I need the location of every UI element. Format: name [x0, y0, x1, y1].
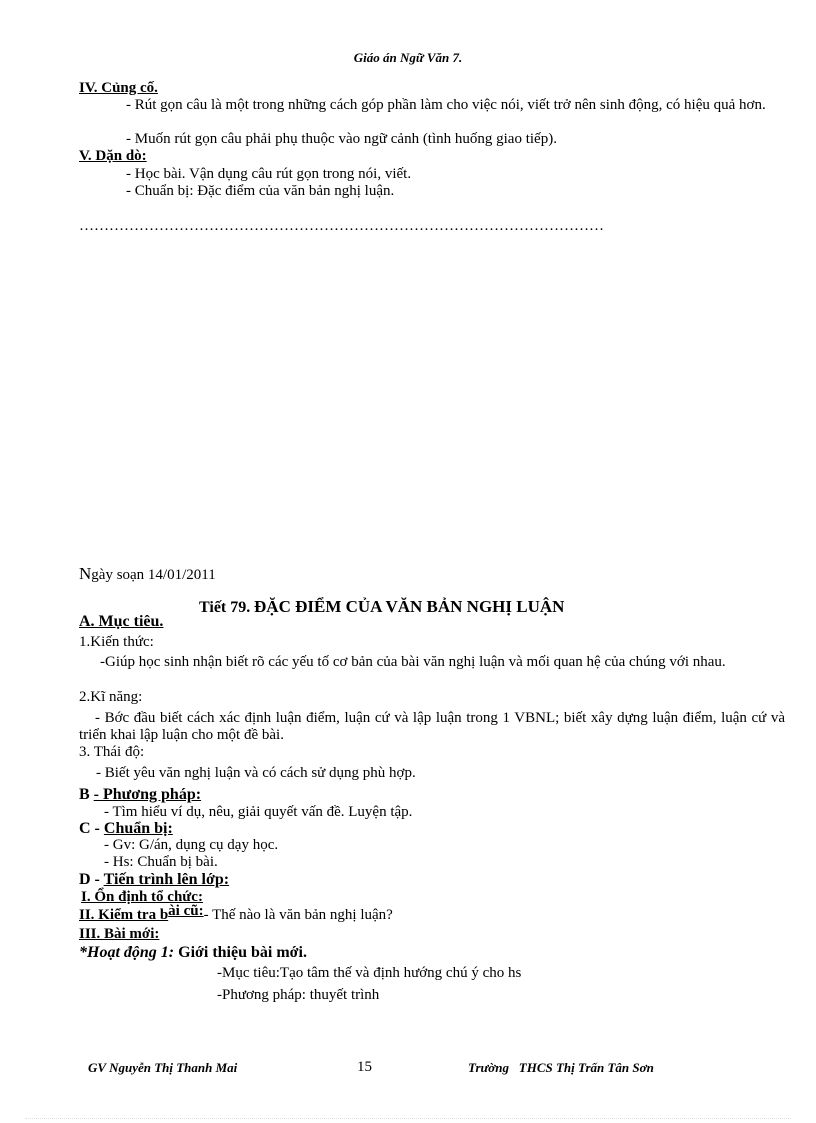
item-2-row: [79, 903, 393, 924]
section-c-heading: [79, 820, 173, 838]
section-b-prefix: B: [79, 786, 94, 803]
section-c-prefix: C -: [79, 820, 104, 837]
date-line: [79, 564, 216, 584]
page-header: Giáo án Ngữ Văn 7.: [353, 50, 463, 65]
item-2-question: - Thế nào là văn bản nghị luận?: [203, 907, 393, 923]
footer-author: GV Nguyễn Thị Thanh Mai: [88, 1060, 238, 1075]
item-3-heading: III. Bài mới:: [79, 926, 160, 942]
section-v-heading: V. Dặn dò:: [79, 148, 147, 164]
section-iv-line2: - Muốn rút gọn câu phải phụ thuộc vào ngữ cảnh (tình huống giao tiếp).: [126, 131, 557, 147]
dotted-separator: ……………………………………………………………………………………………: [79, 218, 604, 234]
footer-page-number: 15: [357, 1059, 372, 1075]
date-initial: N: [79, 564, 92, 583]
section-iv-heading: IV. Củng cố.: [79, 80, 158, 96]
skills-text: - Bớc đầu biết cách xác định luận điểm, luận cứ và lập luận trong 1 VBNL; biết xây dựng luận điểm, luận cứ và triển khai lập luận cho một đề bài.: [79, 710, 785, 743]
activity-heading: [79, 944, 307, 962]
activity-title: Giới thiệu bài mới.: [174, 944, 307, 961]
footer-school: Trường THCS Thị Trấn Tân Sơn: [468, 1060, 654, 1075]
section-b-heading: [79, 786, 201, 804]
knowledge-text: -Giúp học sinh nhận biết rõ các yếu tố cơ bản của bài văn nghị luận và mối quan hệ của chúng với nhau.: [100, 654, 726, 670]
section-c-line1: - Gv: G/án, dụng cụ dạy học.: [104, 837, 279, 853]
section-d-heading: [79, 871, 229, 889]
lesson-name: ĐẶC ĐIỂM CỦA VĂN BẢN NGHỊ LUẬN: [254, 597, 565, 616]
section-c-line2: - Hs: Chuẩn bị bài.: [104, 854, 218, 870]
attitude-heading: 3. Thái độ:: [79, 744, 145, 760]
section-d-prefix: D -: [79, 871, 104, 888]
attitude-text: - Biết yêu văn nghị luận và có cách sử dụng phù hợp.: [96, 765, 416, 781]
section-d-title: Tiến trình lên lớp:: [103, 871, 230, 888]
lesson-title: [199, 597, 564, 617]
section-b-text: - Tìm hiểu ví dụ, nêu, giải quyết vấn đề. Luyện tập.: [104, 804, 413, 820]
activity-label: *Hoạt động 1:: [79, 944, 175, 961]
section-iv-line1: - Rút gọn câu là một trong những cách góp phần làm cho việc nói, viết trở nên sinh động, có hiệu quả hơn.: [126, 97, 766, 113]
date-text: gày soạn 14/01/2011: [91, 567, 216, 583]
section-a-heading: A. Mục tiêu.: [79, 613, 164, 630]
item-1-heading: I. Ổn định tổ chức:: [81, 889, 203, 905]
section-b-title: - Phương pháp:: [93, 786, 202, 803]
item-2-heading-a: II. Kiểm tra b: [79, 907, 169, 923]
knowledge-heading: 1.Kiến thức:: [79, 634, 154, 650]
item-2-heading-b: ài cũ:: [168, 903, 204, 919]
section-c-title: Chuẩn bị:: [103, 820, 173, 837]
section-v-line1: - Học bài. Vận dụng câu rút gọn trong nói, viết.: [126, 166, 412, 182]
activity-method: -Phương pháp: thuyết trình: [217, 987, 380, 1003]
bottom-border: [25, 1118, 791, 1119]
section-v-line2: - Chuẩn bị: Đặc điểm của văn bản nghị luận.: [126, 183, 395, 199]
skills-heading: 2.Kĩ năng:: [79, 689, 143, 705]
activity-objective: -Mục tiêu:Tạo tâm thế và định hướng chú ý cho hs: [217, 965, 522, 981]
lesson-number: Tiết 79.: [199, 599, 251, 616]
